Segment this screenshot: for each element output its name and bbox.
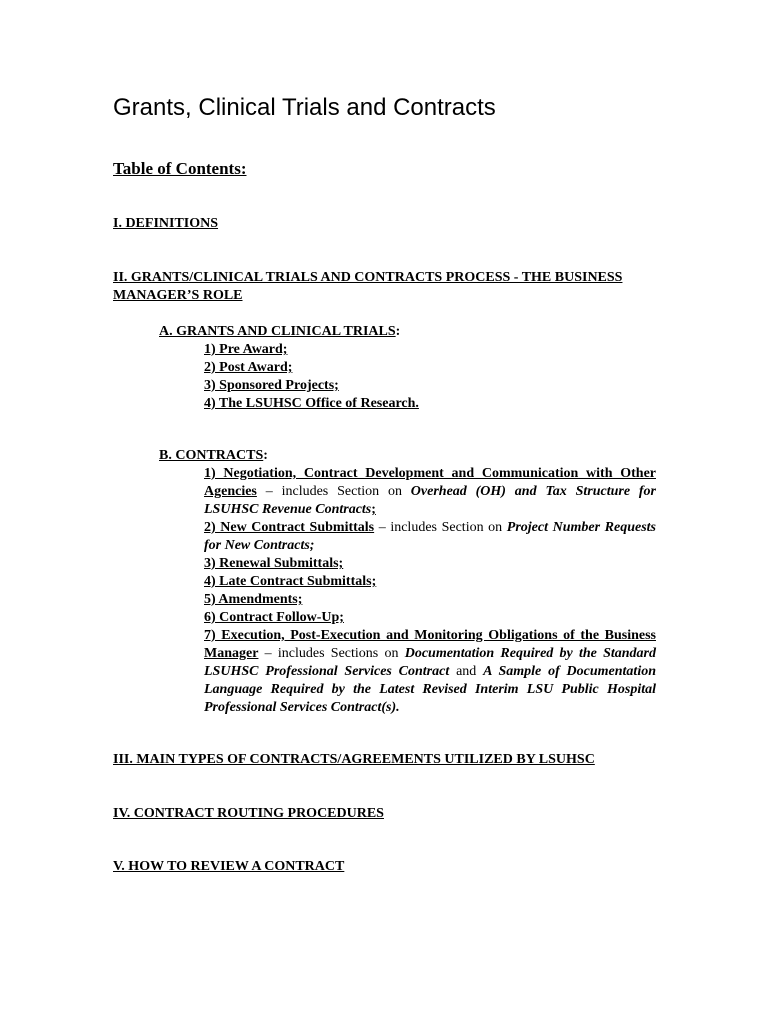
- toc-item-amendments[interactable]: 5) Amendments;: [204, 592, 303, 607]
- toc-section-definitions[interactable]: I. DEFINITIONS: [113, 216, 219, 231]
- toc-heading: Table of Contents:: [113, 159, 247, 178]
- toc-item-new-submittals-emphasis: Project Number Requests for New Contracts;: [204, 520, 656, 553]
- toc-item-negotiation-end: ;: [371, 502, 376, 517]
- toc-item-renewal-submittals[interactable]: 3) Renewal Submittals;: [204, 556, 344, 571]
- toc-contracts-list: [204, 465, 656, 717]
- toc-item-execution-text: – includes Sections on: [258, 646, 405, 661]
- document-title: Grants, Clinical Trials and Contracts: [113, 94, 496, 121]
- toc-item-execution-and: and: [449, 664, 484, 679]
- toc-item-pre-award[interactable]: 1) Pre Award;: [204, 342, 288, 357]
- toc-item-execution: [204, 627, 656, 717]
- toc-section-routing-procedures[interactable]: IV. CONTRACT ROUTING PROCEDURES: [113, 806, 384, 821]
- toc-item-post-award[interactable]: 2) Post Award;: [204, 360, 293, 375]
- toc-item-negotiation: [204, 465, 656, 519]
- toc-section-review-contract[interactable]: V. HOW TO REVIEW A CONTRACT: [113, 859, 345, 874]
- toc-item-new-submittals: [204, 519, 656, 555]
- toc-item-office-of-research[interactable]: 4) The LSUHSC Office of Research.: [204, 396, 419, 411]
- toc-sub-grants-clinical-trials: [159, 323, 400, 341]
- toc-sub-contracts-colon: :: [263, 448, 268, 463]
- toc-item-negotiation-link[interactable]: 1) Negotiation, Contract Development and Communication with Other Agencies: [204, 466, 656, 499]
- toc-sub-grants-label[interactable]: A. GRANTS AND CLINICAL TRIALS: [159, 324, 396, 339]
- toc-sub-contracts: [159, 447, 268, 465]
- toc-sub-grants-colon: :: [395, 324, 401, 339]
- toc-item-new-submittals-link[interactable]: 2) New Contract Submittals: [204, 520, 375, 535]
- toc-sub-contracts-label[interactable]: B. CONTRACTS: [159, 448, 264, 463]
- toc-item-negotiation-emphasis: Overhead (OH) and Tax Structure for LSUHSC Revenue Contracts: [204, 484, 656, 517]
- toc-section-business-manager-role[interactable]: II. GRANTS/CLINICAL TRIALS AND CONTRACTS PROCESS - THE BUSINESS MANAGER’S ROLE: [113, 270, 623, 303]
- toc-item-execution-link[interactable]: 7) Execution, Post-Execution and Monitoring Obligations of the Business Manager: [204, 628, 656, 661]
- toc-item-sponsored-projects[interactable]: 3) Sponsored Projects;: [204, 378, 339, 393]
- toc-item-follow-up[interactable]: 6) Contract Follow-Up;: [204, 610, 344, 625]
- toc-item-execution-emphasis-1: Documentation Required by the Standard LSUHSC Professional Services Contract: [204, 646, 656, 679]
- toc-item-negotiation-text: – includes Section on: [256, 484, 411, 499]
- toc-item-execution-emphasis-2: A Sample of Documentation Language Required by the Latest Revised Interim LSU Public Hospital Professional Services Contract(s).: [204, 664, 656, 715]
- toc-grants-list: [204, 341, 656, 413]
- toc-item-late-submittals[interactable]: 4) Late Contract Submittals;: [204, 574, 377, 589]
- toc-item-new-submittals-text: – includes Section on: [374, 520, 507, 535]
- toc-section-contract-types[interactable]: III. MAIN TYPES OF CONTRACTS/AGREEMENTS UTILIZED BY LSUHSC: [113, 752, 595, 767]
